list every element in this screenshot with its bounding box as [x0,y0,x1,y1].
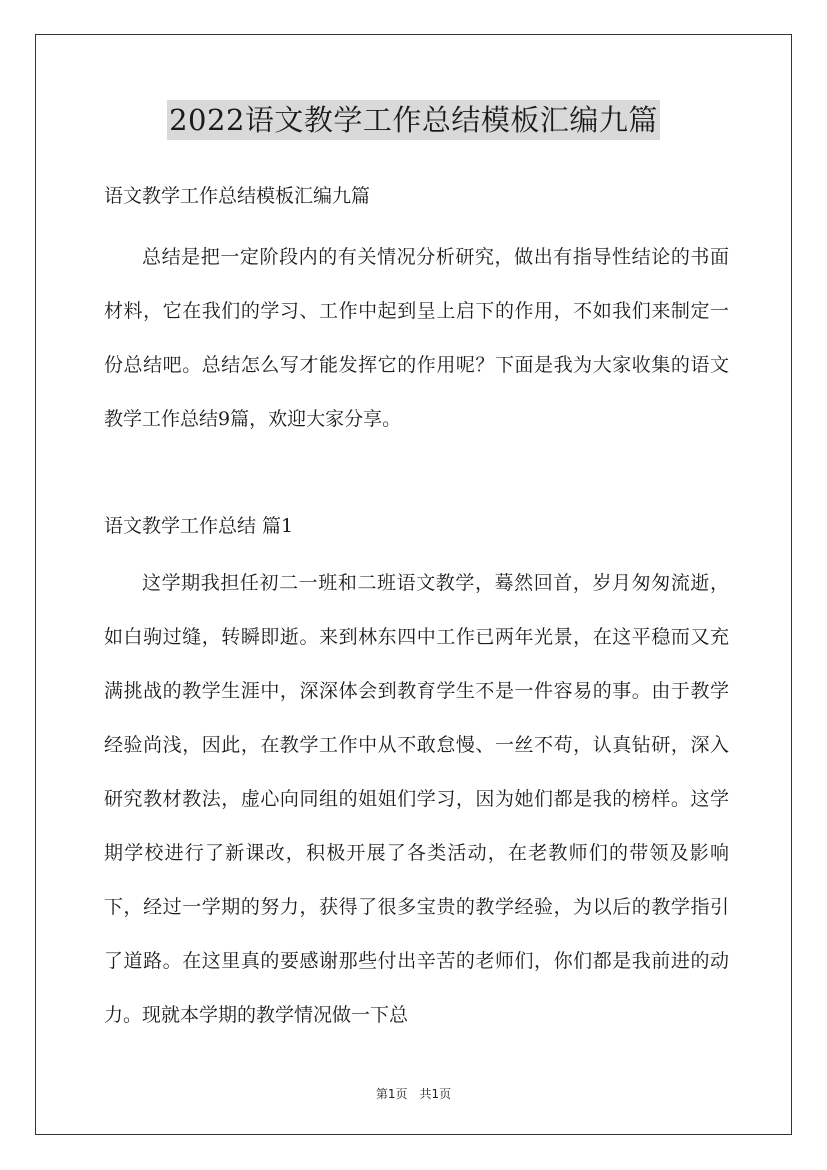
document-subtitle: 语文教学工作总结模板汇编九篇 [104,185,371,207]
page-total: 共1页 [419,1087,452,1101]
page-footer [0,1085,827,1102]
document-body [104,178,729,1042]
section-1-heading: 语文教学工作总结 篇1 [104,515,294,537]
intro-paragraph: 总结是把一定阶段内的有关情况分析研究，做出有指导性结论的书面材料，它在我们的学习、工作中起到呈上启下的作用，不如我们来制定一份总结吧。总结怎么写才能发挥它的作用呢？下面是我为大家收集的语文教学工作总结9篇，欢迎大家分享。 [104,246,729,430]
title-container [0,100,827,140]
page-number: 第1页 [375,1087,408,1101]
document-title: 2022语文教学工作总结模板汇编九篇 [167,100,660,140]
section-1-paragraph: 这学期我担任初二一班和二班语文教学，蓦然回首，岁月匆匆流逝，如白驹过缝，转瞬即逝。来到林东四中工作已两年光景，在这平稳而又充满挑战的教学生涯中，深深体会到教育学生不是一件容易的事。由于教学经验尚浅，因此，在教学工作中从不敢怠慢、一丝不苟，认真钻研，深入研究教材教法，虚心向同组的姐姐们学习，因为她们都是我的榜样。这学期学校进行了新课改，积极开展了各类活动，在老教师们的带领及影响下，经过一学期的努力，获得了很多宝贵的教学经验，为以后的教学指引了道路。在这里真的要感谢那些付出辛苦的老师们，你们都是我前进的动力。现就本学期的教学情况做一下总 [104,572,729,1026]
